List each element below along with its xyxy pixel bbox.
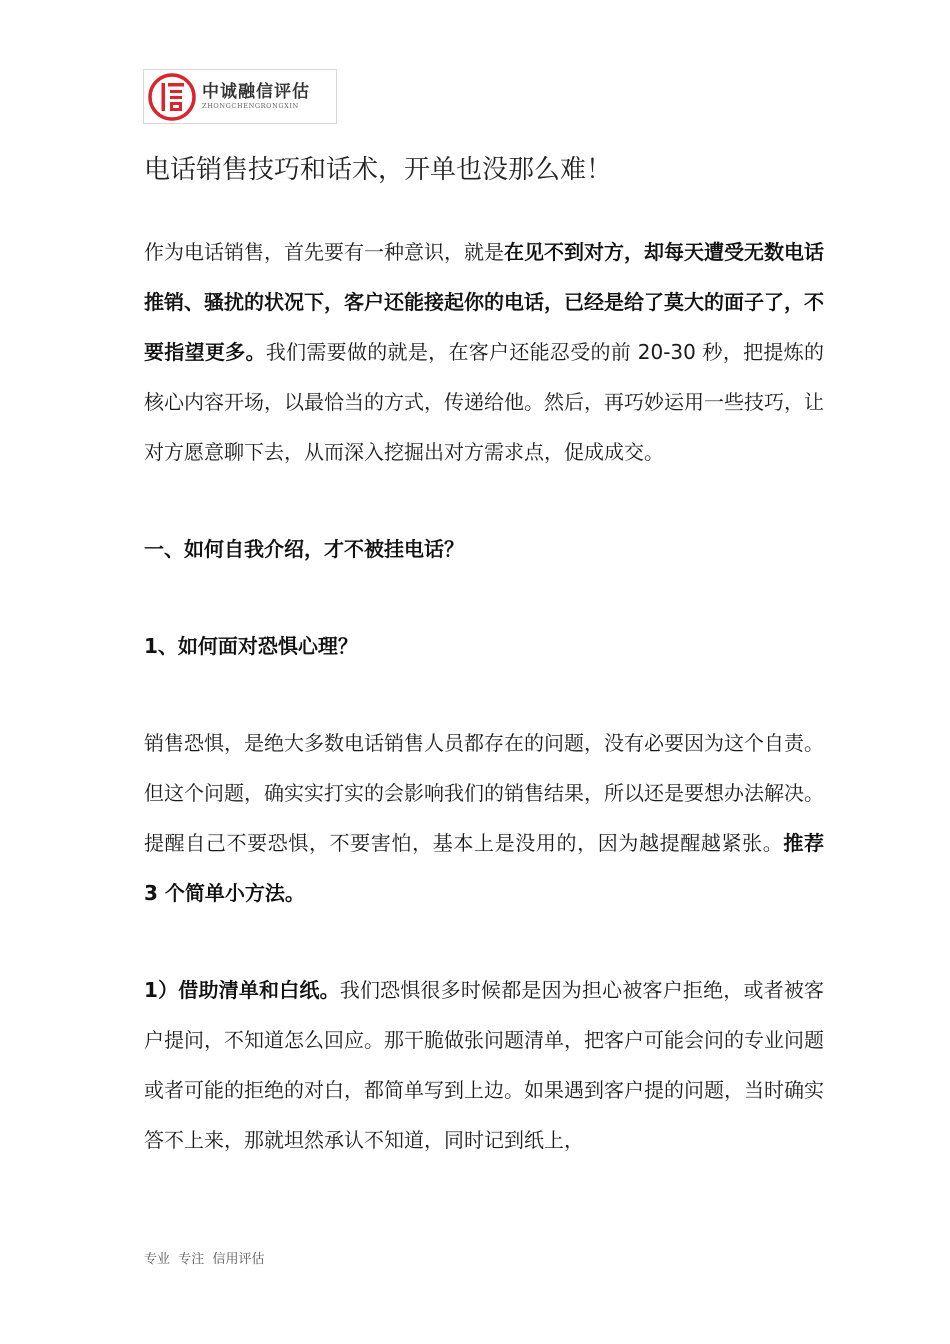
fear-paragraph	[144, 718, 824, 918]
method-1-title: 1）借助清单和白纸。	[144, 978, 340, 1002]
company-logo	[143, 69, 337, 124]
subsection-heading-1: 1、如何面对恐惧心理？	[144, 634, 358, 658]
logo-english-name: ZHONGCHENGRONGXIN	[202, 102, 299, 110]
page-footer: 专业 专注 信用评估	[144, 1252, 265, 1267]
intro-bold-text: 在见不到对方，却每天遭受无数电话推销、骚扰的状况下，客户还能接起你的电话，已经是给了莫大的面子了，不要指望更多。	[144, 240, 824, 364]
fear-bold-text: 推荐 3 个简单小方法。	[144, 831, 824, 905]
logo-chinese-name: 中诚融信评估	[202, 82, 310, 102]
intro-paragraph	[144, 227, 824, 477]
logo-wordmark	[202, 82, 310, 111]
document-title: 电话销售技巧和话术，开单也没那么难！	[144, 155, 613, 185]
method-1-paragraph	[144, 965, 824, 1165]
fear-text: 销售恐惧，是绝大多数电话销售人员都存在的问题，没有必要因为这个自责。但这个问题，确实实打实的会影响我们的销售结果，所以还是要想办法解决。提醒自己不要恐惧，不要害怕，基本上是没用的，因为越提醒越紧张。	[144, 731, 824, 855]
intro-text-1: 作为电话销售，首先要有一种意识，就是	[144, 240, 504, 264]
seal-logo-icon	[148, 73, 196, 121]
document-body	[144, 227, 824, 1165]
intro-text-2: 我们需要做的就是，在客户还能忍受的前 20-30 秒，把提炼的核心内容开场，以最恰当的方式，传递给他。然后，再巧妙运用一些技巧，让对方愿意聊下去，从而深入挖掘出对方需求点，促成成交。	[144, 340, 824, 464]
section-heading-1: 一、如何自我介绍，才不被挂电话？	[144, 537, 464, 561]
method-1-text: 我们恐惧很多时候都是因为担心被客户拒绝，或者被客户提问，不知道怎么回应。那干脆做张问题清单，把客户可能会问的专业问题或者可能的拒绝的对白，都简单写到上边。如果遇到客户提的问题，当时确实答不上来，那就坦然承认不知道，同时记到纸上，	[144, 978, 825, 1152]
